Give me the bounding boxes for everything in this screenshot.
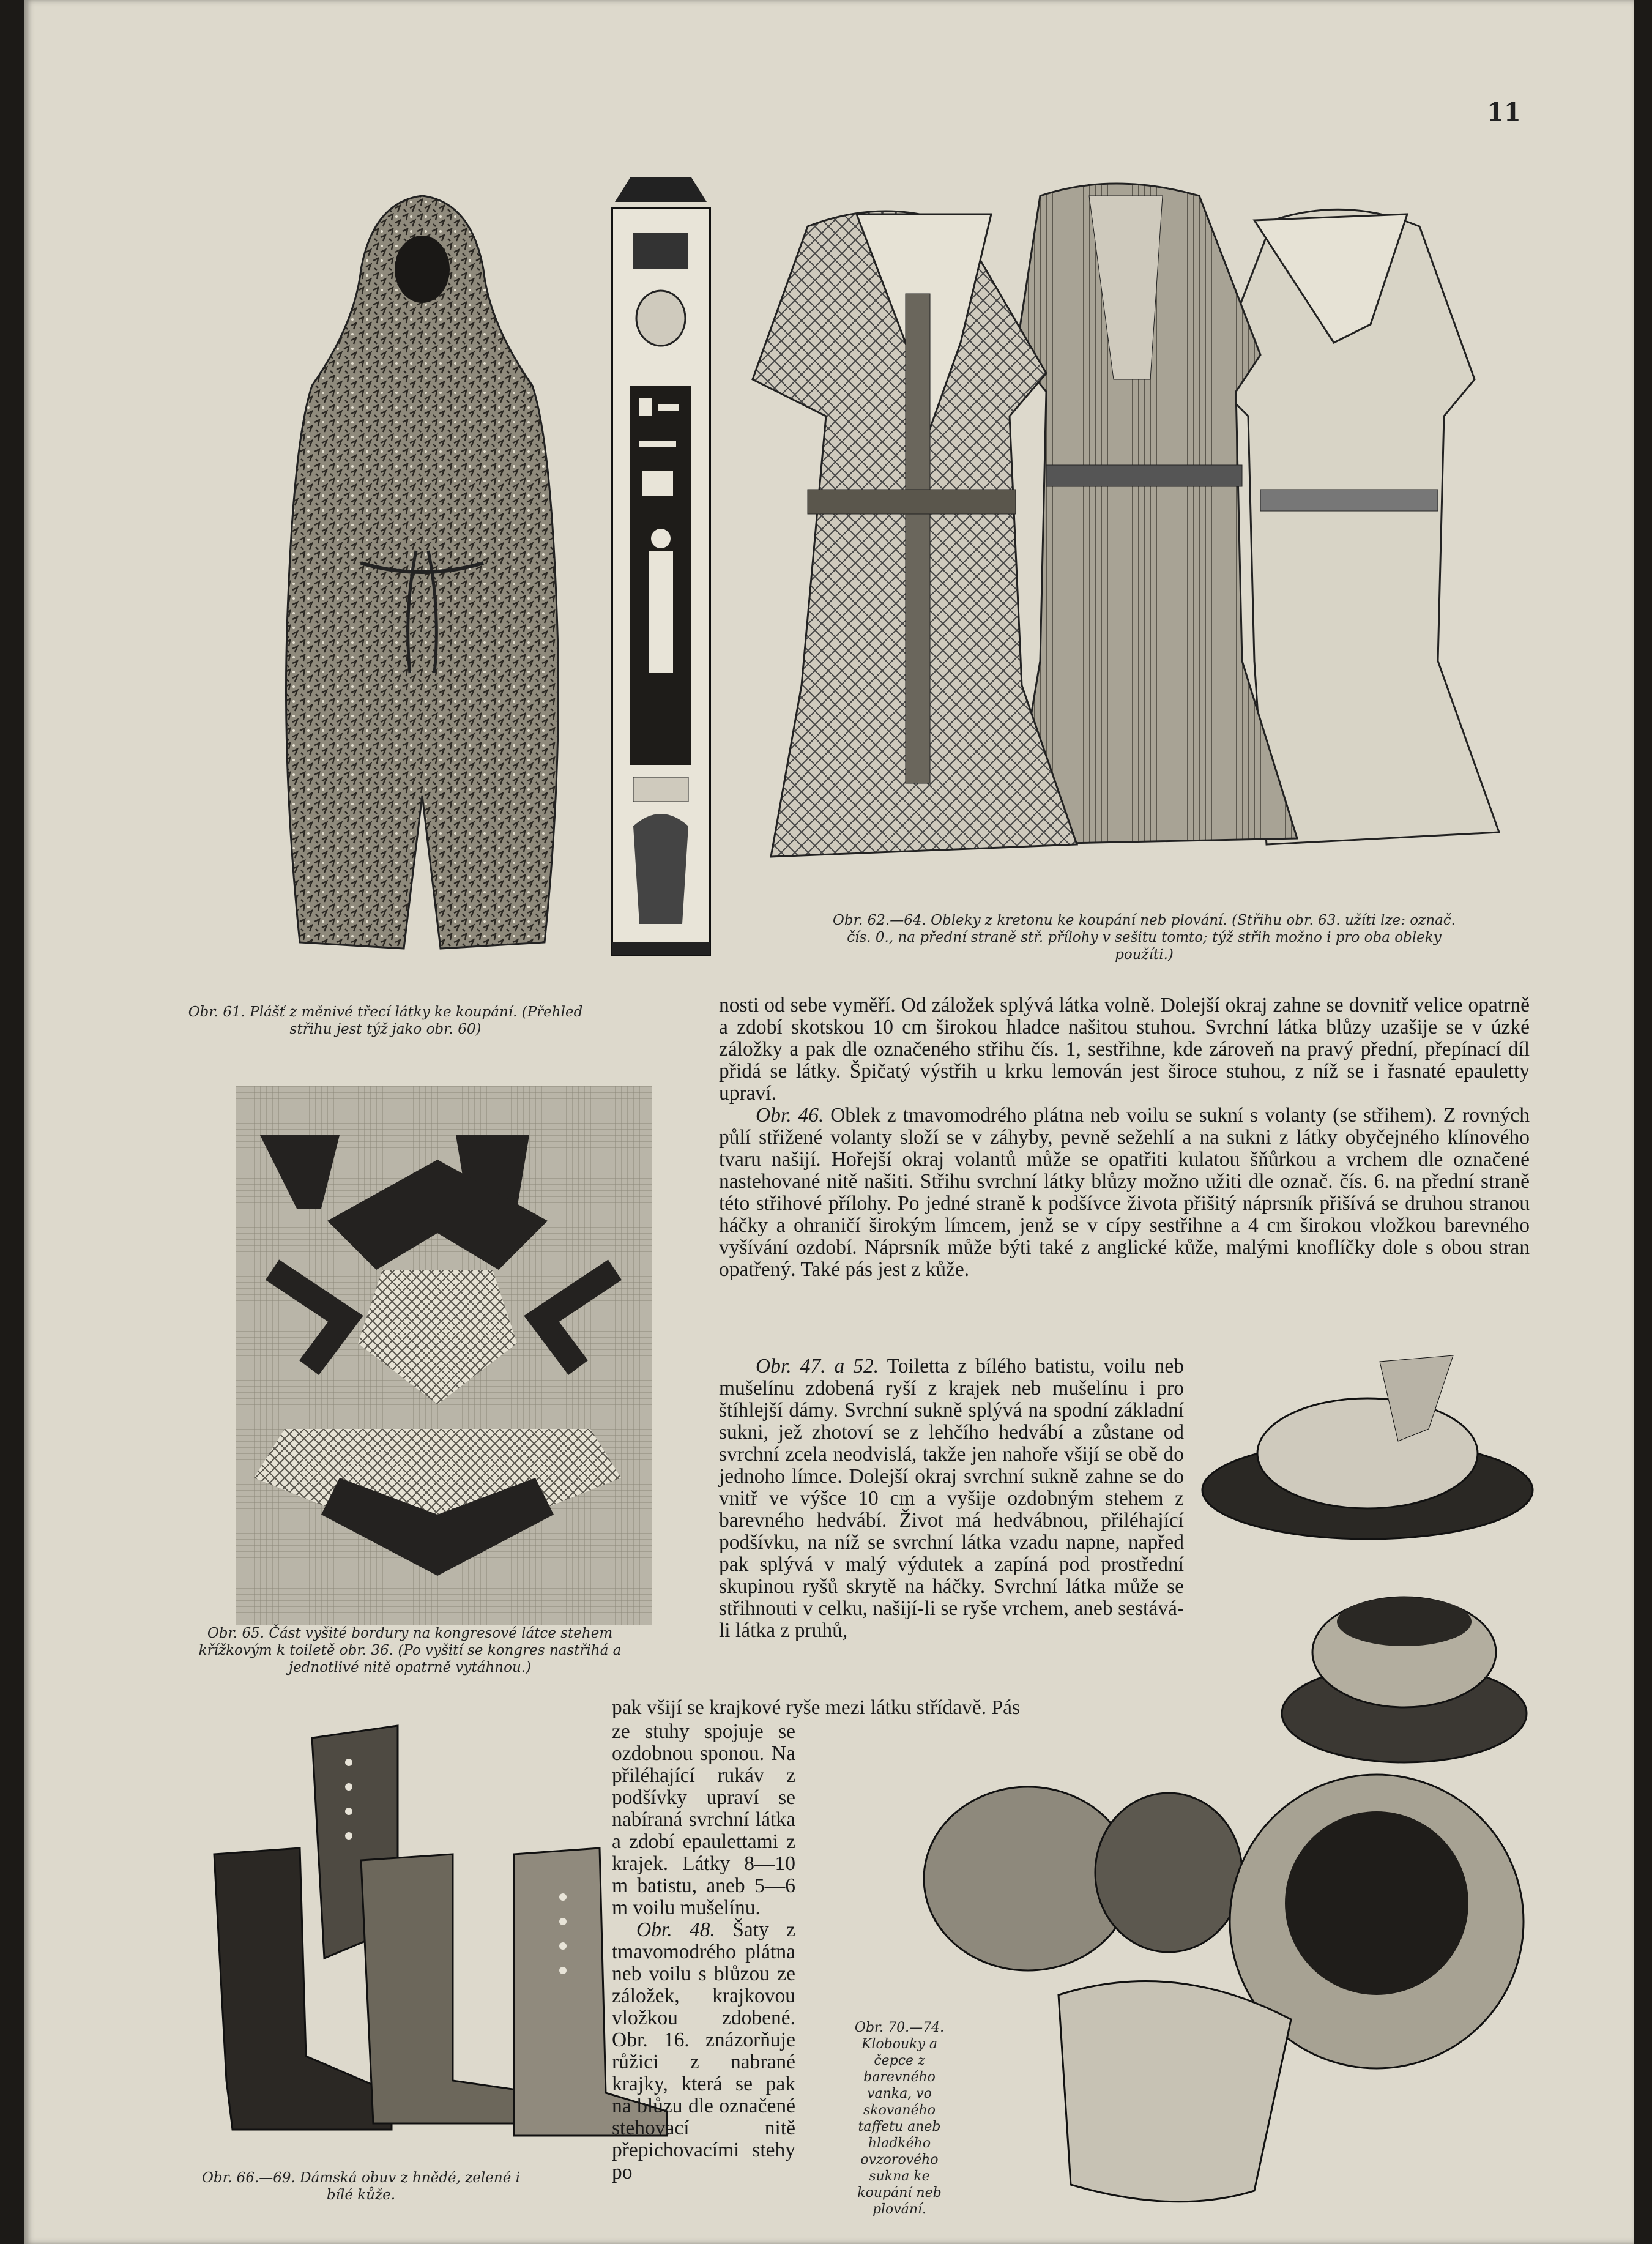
embroidered-border-illustration [236,1086,652,1625]
caption-fig65: Obr. 65. Část vyšité bordury na kongresové látce stehem křížkovým k toiletě obr. 36. (Po vyšití se kongres nastřihá a jednotlivé nitě opatrně vytáhnou.) [198,1625,622,1676]
paragraph-obr-47-52-narrow: ze stuhy spojuje se ozdobnou sponou. Na přiléhající rukáv z podšívky upraví se nabíraná svrchní látka a zdobí epaulettami z krajek. Látky 8—10 m batistu, aneb 5—6 m voilu mušelínu. [612,1720,795,1919]
caption-fig61: Obr. 61. Plášť z měnivé třecí látky ke koupání. (Přehled střihu jest týž jako obr. 60) [188,1004,583,1037]
bonnets-illustration [887,1762,1536,2227]
body-line-wide [612,1697,1163,1719]
body-column-narrow [612,1721,795,2183]
paragraph-obr-46-lead: Obr. 46. [756,1104,824,1127]
body-column-top [719,994,1530,1281]
caption-fig70-74: Obr. 70.—74. Klobouky a čepce z barevného vanka, vo skovaného taffetu aneb hladkého ovzorového sukna ke koupání neb plování. [854,2020,945,2217]
paragraph-obr-47-52-lead: Obr. 47. a 52. [756,1355,879,1377]
paragraph-obr-46 [719,1105,1530,1281]
page-number: 11 [1487,98,1521,127]
hat-illustration-2 [1273,1573,1536,1769]
paragraph-obr-48-text: Šaty z tmavomodrého plátna neb voilu s blůzou ze záložek, krajkovou vložkou zdobené. Obr. 16. znázorňuje růžici z nabrané krajky, která se pak na blůzu dle označené stehovací nitě přepichovacími stehy po [612,1918,795,2183]
caption-fig62-64: Obr. 62.—64. Obleky z kretonu ke koupání neb plování. (Střihu obr. 63. užíti lze: označ. čís. 0., na přední straně stř. přílohy v sešitu tomto; týž střih možno i pro oba obleky použíti.) [832,912,1456,963]
egyptian-column-illustration [597,153,725,961]
bathing-cloak-illustration [269,184,575,967]
paragraph-obr-48 [612,1919,795,2183]
paragraph-obr-47-52 [719,1355,1184,1642]
magazine-page [24,0,1634,2244]
boots-illustration [196,1713,673,2142]
body-column-middle [719,1355,1184,1642]
bathing-suits-illustration [734,159,1536,887]
paragraph-obr-46-text: Oblek z tmavomodrého plátna neb voilu se sukní s volanty (se střihem). Z rovných půlí střižené volanty složí se v záhyby, pevně sežehlí a na sukni z látky obyčejného klínového tvaru našijí. Hořejší okraj volantů může se opatřiti kulatou šňůrkou a vrchem dle označené nastehované nitě našiti. Střihu svrchní látky blůzy možno užiti dle označ. čís. 6. na přední straně této střihové přílohy. Po jedné straně k podšívce života přišitý náprsník přišívá se druhou stranou háčky a ohraničí širokým límcem, jenž se v cípy sestřihne a 4 cm širokou vložkou barevného vyšívání ozdobí. Náprsník může býti také z anglické kůže, malými knoflíčky dole s obou stran opatřený. Také pás jest z kůže. [719,1104,1530,1281]
hat-illustration-1 [1196,1337,1539,1551]
paragraph-1: nosti od sebe vyměří. Od záložek splývá látka volně. Dolejší okraj zahne se dovnitř velice opatrně a zdobí skotskou 10 cm širokou hladce našitou stuhou. Svrchní látka blůzy uzašije se v úzké záložky a pak dle označeného střihu čís. 1, sestřihne, kde zároveň na pravý přední, přepínací díl přidá se látky. Špičatý výstřih u krku lemován jest široce stuhou, z níž se i řasnaté epauletty upraví. [719,994,1530,1105]
paragraph-obr-48-lead: Obr. 48. [636,1918,715,1941]
paragraph-obr-47-52-text: Toiletta z bílého batistu, voilu neb mušelínu zdobená ryší z krajek neb mušelínu i pro štíhlejší dámy. Svrchní sukně splývá na spodní základní sukni, jež zhotoví se z lehčího hedvábí a zůstane od svrchní zcela neodvislá, takže jen nahoře všijí se obě do jednoho límce. Dolejší okraj svrchní sukně zahne se do vnitř ve výšce 10 cm a vyšije ozdobným stehem z barevného hedvábí. Život má hedvábnou, přiléhající podšívku, na níž se svrchní látka vzadu napne, napřed pak splývá v malý výdutek a zapíná pod prostřední skupinou ryšů skrytě na háčky. Svrchní látka může se střihnouti v celku, našijí-li se ryše vrchem, aneb sestává-li látka z pruhů, [719,1355,1184,1642]
caption-fig66-69: Obr. 66.—69. Dámská obuv z hnědé, zelené i bílé kůže. [202,2170,520,2203]
paragraph-obr-47-52-wide: pak všijí se krajkové ryše mezi látku střídavě. Pás [612,1696,1021,1719]
